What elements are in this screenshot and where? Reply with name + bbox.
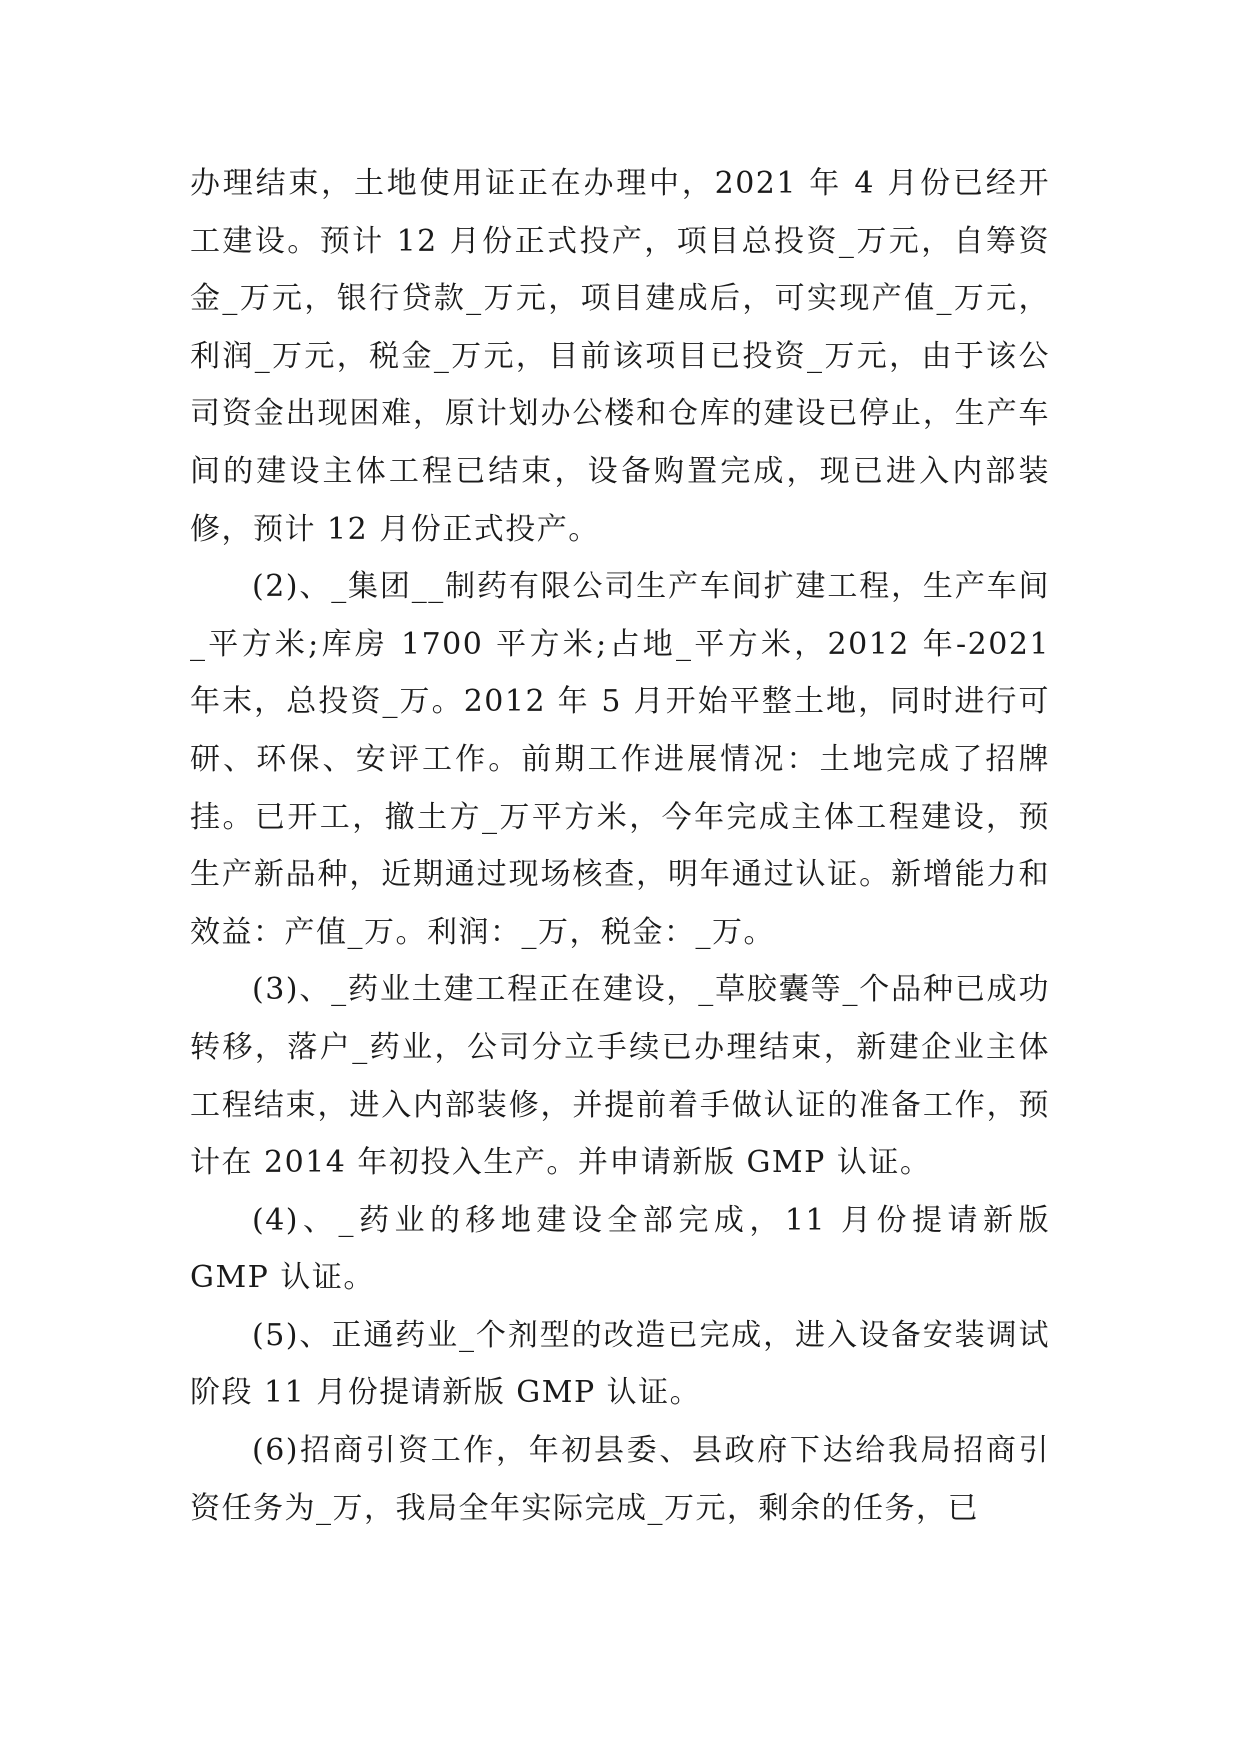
paragraph-item-6: (6)招商引资工作，年初县委、县政府下达给我局招商引资任务为_万，我局全年实际完成_万元，剩余的任务，已 <box>190 1433 1050 1526</box>
paragraph-item-4: (4)、_药业的移地建设全部完成，11 月份提请新版 GMP 认证。 <box>190 1202 1050 1296</box>
paragraph-continuation: 办理结束，土地使用证正在办理中，2021 年 4 月份已经开工建设。预计 12 月份正式投产，项目总投资_万元，自筹资金_万元，银行贷款_万元，项目建成后，可实现产值_万元，利润_万元，税金_万元，目前该项目已投资_万元，由于该公司资金出现困难，原计划办公楼和仓库的建设已停止，生产车间的建设主体工程已结束，设备购置完成，现已进入内部装修，预计 12 月份正式投产。 <box>190 166 1050 547</box>
paragraph-item-2: (2)、_集团__制药有限公司生产车间扩建工程，生产车间_平方米;库房 1700 平方米;占地_平方米，2012 年-2021 年末，总投资_万。2012 年 5 月开始平整土地，同时进行可研、环保、安评工作。前期工作进展情况：土地完成了招牌挂。已开工，撤土方_万平方米，今年完成主体工程建设，预生产新品种，近期通过现场核查，明年通过认证。新增能力和效益：产值_万。利润：_万，税金：_万。 <box>190 569 1050 950</box>
paragraph-item-5: (5)、正通药业_个剂型的改造已完成，进入设备安装调试阶段 11 月份提请新版 GMP 认证。 <box>190 1317 1050 1411</box>
paragraph-item-3: (3)、_药业土建工程正在建设，_草胶囊等_个品种已成功转移，落户_药业，公司分立手续已办理结束，新建企业主体工程结束，进入内部装修，并提前着手做认证的准备工作，预计在 2014 年初投入生产。并申请新版 GMP 认证。 <box>190 972 1050 1181</box>
document-body <box>190 155 1050 1537</box>
